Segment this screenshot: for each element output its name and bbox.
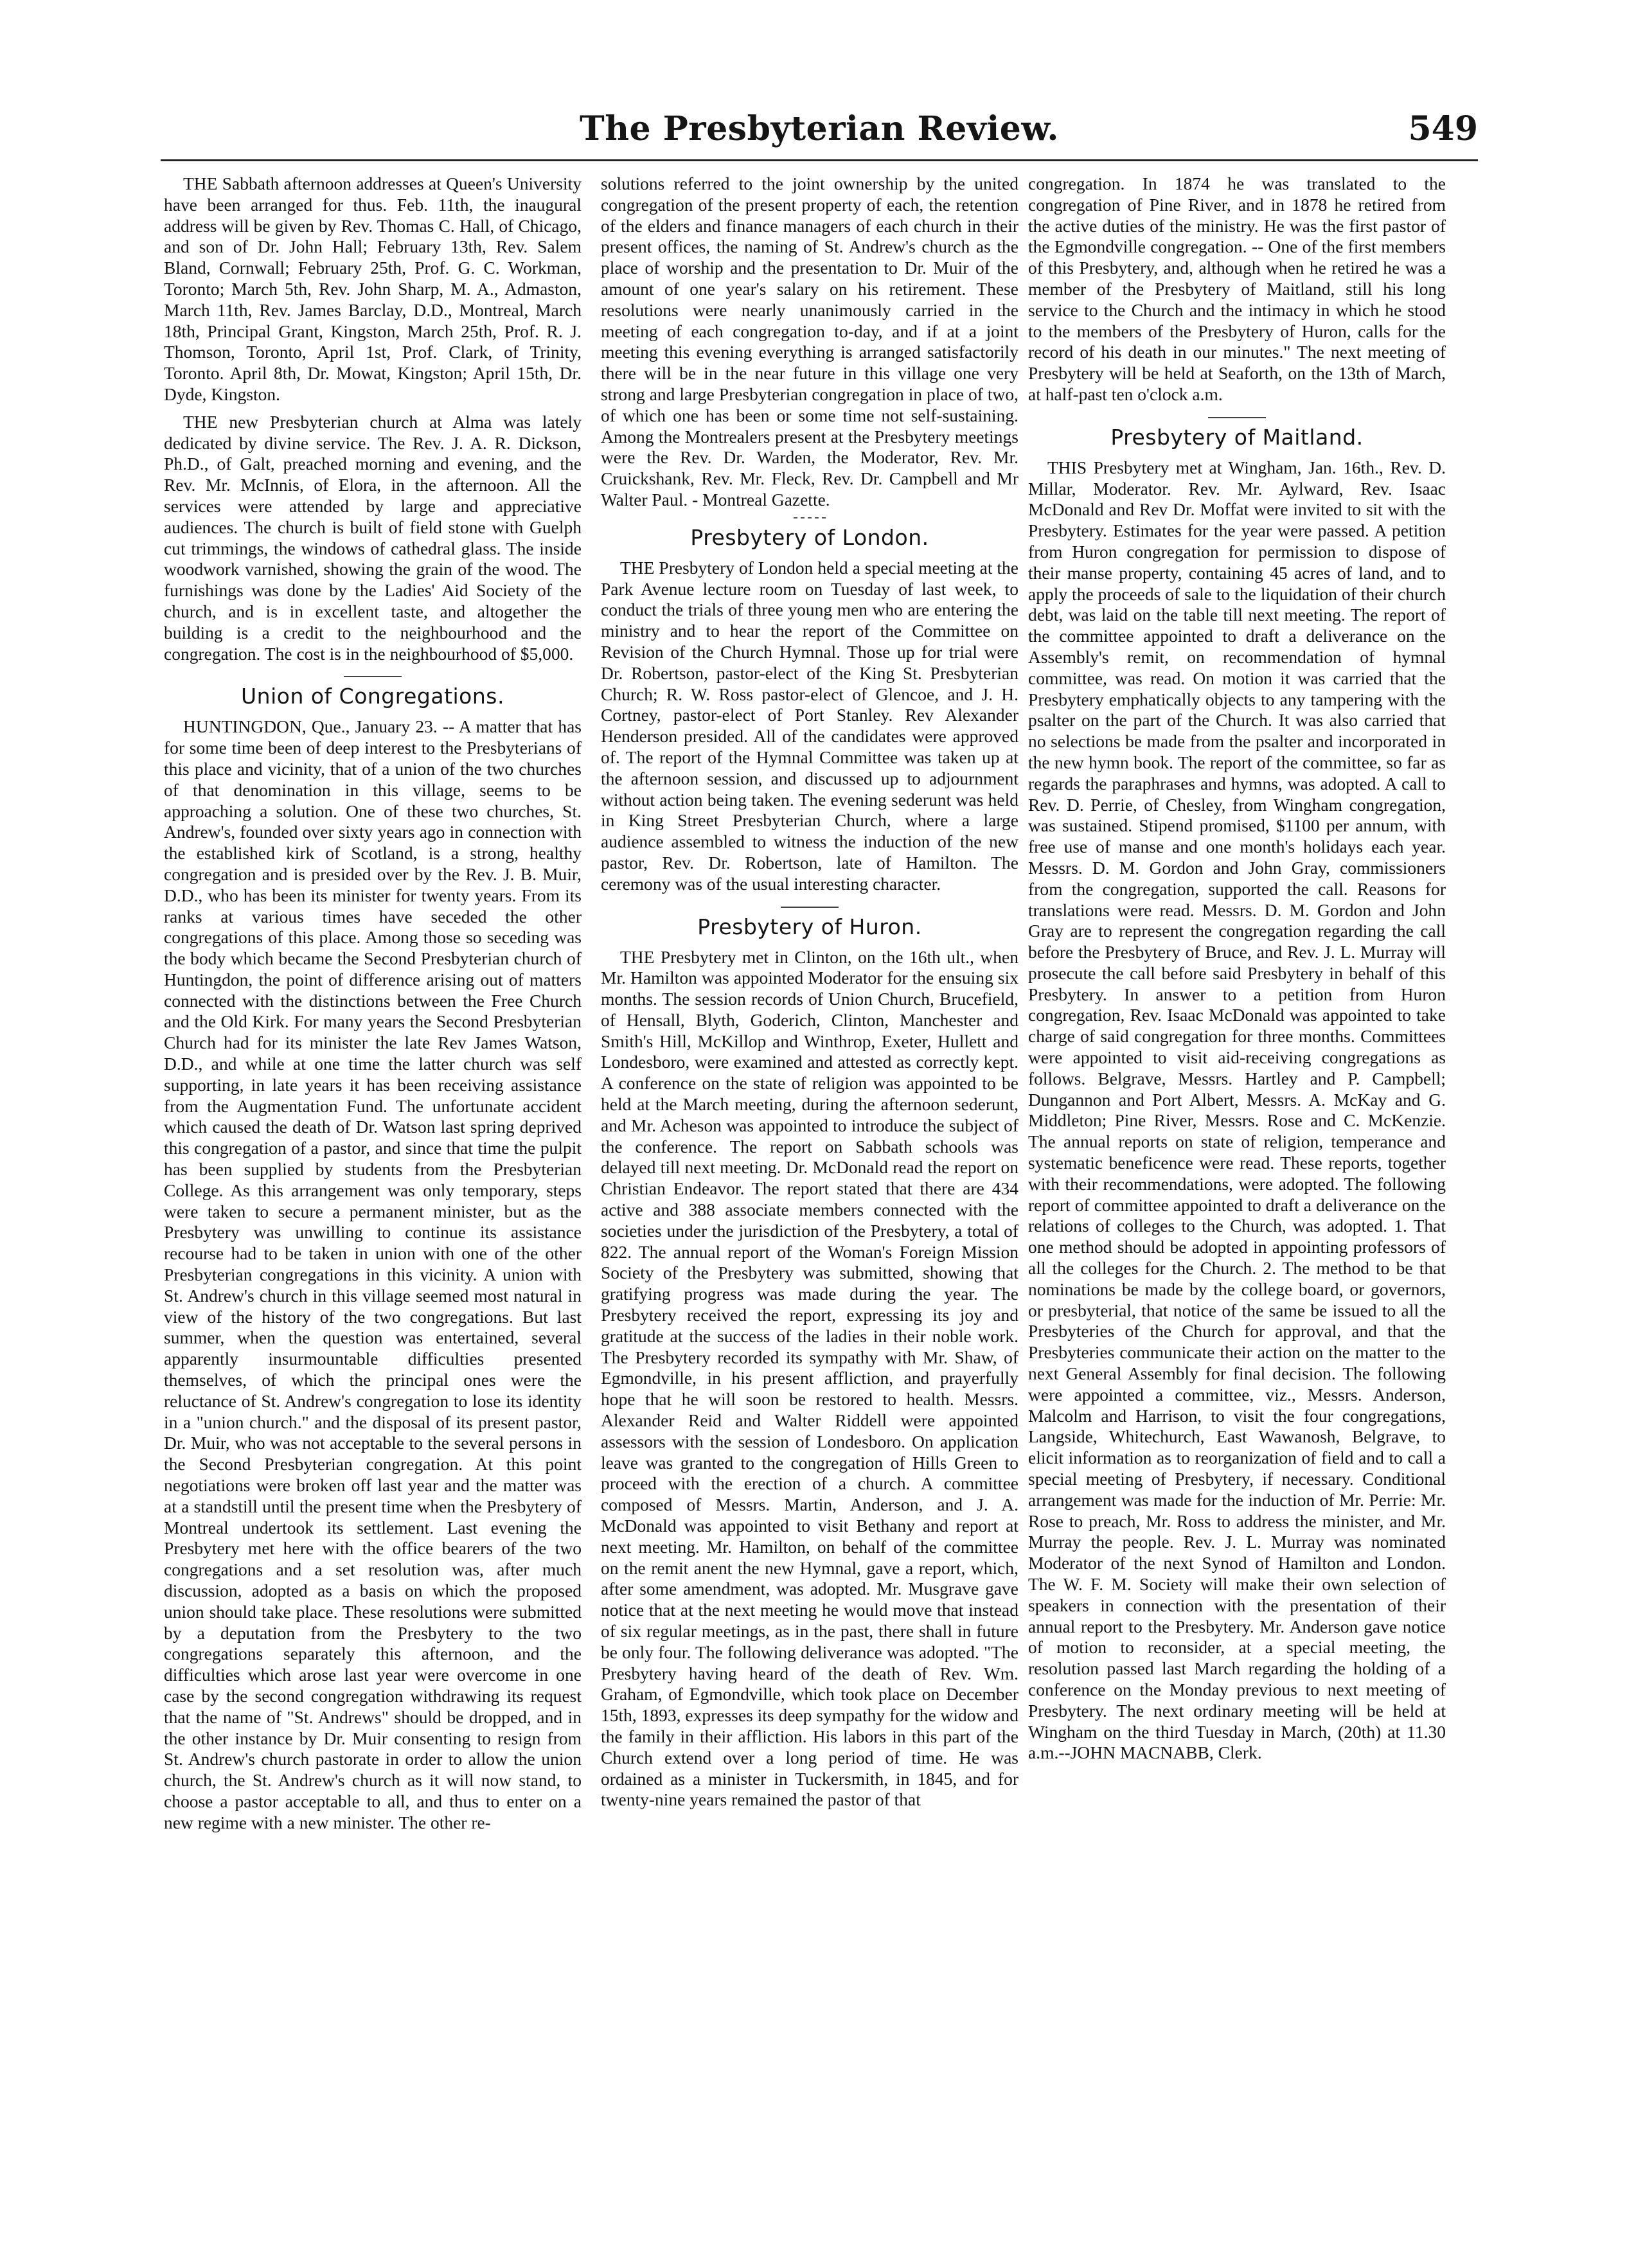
section-divider (344, 676, 402, 677)
column-2 (601, 173, 1018, 1817)
section-heading: Union of Congregations. (241, 684, 504, 709)
article-paragraph: THE Presbytery of London held a special meeting at the Park Avenue lecture room on Tuesday of last week, to conduct the trials of three young men who are entering the ministry and to hear the report of the Committee on Revision of the Church Hymnal. Those up for trial were Dr. Robertson, pastor-elect of the King St. Presbyterian Church; R. W. Ross pastor-elect of Glencoe, and J. H. Cortney, pastor-elect of Port Stanley. Rev Alexander Henderson presided. All of the candidates were approved of. The report of the Hymnal Committee was taken up at the afternoon session, and discussed up to adjournment without action being taken. The evening sederunt was held in King Street Presbyterian Church, where a large audience assembled to witness the induction of the new pastor, Rev. Dr. Robertson, late of Hamilton. The ceremony was of the usual interesting character. (601, 557, 1018, 894)
page-header (161, 109, 1478, 154)
section-heading: Presbytery of Maitland. (1110, 424, 1364, 450)
section-heading: Presbytery of Huron. (697, 914, 922, 939)
header-rule (161, 159, 1478, 161)
article-paragraph: THE Sabbath afternoon addresses at Queen's University have been arranged for thus. Feb. 11th, the inaugural address will be given by Rev. Thomas C. Hall, of Chicago, and son of Dr. John Hall; February 13th, Rev. Salem Bland, Cornwall; February 25th, Prof. G. C. Workman, Toronto; March 5th, Rev. John Sharp, M. A., Admaston, March 11th, Rev. James Barclay, D.D., Montreal, March 18th, Principal Grant, Kingston, March 25th, Prof. R. J. Thomson, Toronto, April 1st, Prof. Clark, of Trinity, Toronto. April 8th, Dr. Mowat, Kingston; April 15th, Dr. Dyde, Kingston. (164, 173, 582, 404)
article-paragraph: THE Presbytery met in Clinton, on the 16th ult., when Mr. Hamilton was appointed Moderator for the ensuing six months. The session records of Union Church, Brucefield, of Hensall, Blyth, Goderich, Clinton, Manchester and Smith's Hill, McKillop and Winthrop, Exeter, Hullett and Londesboro, were examined and attested as correctly kept. A conference on the state of religion was appointed to be held at the March meeting, during the afternoon sederunt, and Mr. Acheson was appointed to introduce the subject of the conference. The report on Sabbath schools was delayed till next meeting. Dr. McDonald read the report on Christian Endeavor. The report stated that there are 434 active and 388 associate members connected with the societies under the jurisdiction of the Presbytery, a total of 822. The annual report of the Woman's Foreign Mission Society of the Presbytery was submitted, showing that gratifying progress was made during the year. The Presbytery received the report, expressing its joy and gratitude at the success of the ladies in their noble work. The Presbytery recorded its sympathy with Mr. Shaw, of Egmondville, in his present affliction, and prayerfully hope that he will soon be restored to health. Messrs. Alexander Reid and Walter Riddell were appointed assessors with the session of Londesboro. On application leave was granted to the congregation of Hills Green to proceed with the erection of a church. A committee composed of Messrs. Martin, Anderson, and J. A. McDonald was appointed to visit Bethany and report at next meeting. Mr. Hamilton, on behalf of the committee on the remit anent the new Hymnal, gave a report, which, after some amendment, was adopted. Mr. Musgrave gave notice that at the next meeting he would move that instead of six regular meetings, as in the past, there shall in future be only four. The following deliverance was adopted. "The Presbytery having heard of the death of Rev. Wm. Graham, of Egmondville, which took place on December 15th, 1893, expresses its deep sympathy for the widow and the family in their affliction. His labors in this part of the Church extend over a long period of time. He was ordained as a minister in Tuckersmith, in 1845, and for twenty-nine years remained the pastor of that (601, 946, 1018, 1810)
article-paragraph: congregation. In 1874 he was translated to the congregation of Pine River, and in 1878 he retired from the active duties of the ministry. He was the first pastor of the Egmondville congregation. -- One of the first members of this Presbytery, and, although when he retired he was a member of the Presbytery of Maitland, still his long service to the Church and the intimacy in which he stood to the members of the Presbytery of Huron, calls for the record of his death in our minutes." The next meeting of Presbytery will be held at Seaforth, on the 13th of March, at half-past ten o'clock a.m. (1028, 173, 1446, 404)
dashed-divider (794, 517, 826, 518)
page-number: 549 (1408, 109, 1478, 148)
section-divider (1208, 417, 1266, 418)
article-paragraph: HUNTINGDON, Que., January 23. -- A matter that has for some time been of deep interest to the Presbyterians of this place and vicinity, that of a union of the two churches of that denomination in this village, seems to be approaching a solution. One of these two churches, St. Andrew's, founded over sixty years ago in connection with the established kirk of Scotland, is a strong, healthy congregation and is presided over by the Rev. J. B. Muir, D.D., who has been its minister for twenty years. From its ranks at various times have seceded the other congregations of this place. Among those so seceding was the body which became the Second Presbyterian church of Huntingdon, the point of difference arising out of matters connected with the distinctions between the Free Church and the Old Kirk. For many years the Second Presbyterian Church had for its minister the late Rev James Watson, D.D., and while at one time the latter church was self supporting, in late years it has been receiving assistance from the Augmentation Fund. The unfortunate accident which caused the death of Dr. Watson last spring deprived this congregation of a pastor, and since that time the pulpit has been supplied by students from the Presbyterian College. As this arrangement was only temporary, steps were taken to secure a permanent minister, but as the Presbytery was unwilling to continue its assistance recourse had to be taken in union with one of the other Presbyterian congregations in this vicinity. A union with St. Andrew's church in this village seemed most natural in view of the history of the two congregations. But last summer, when the question was entertained, several apparently insurmountable difficulties presented themselves, of which the principal ones were the reluctance of St. Andrew's congregation to lose its identity in a "union church." and the disposal of its present pastor, Dr. Muir, who was not acceptable to the several persons in the Second Presbyterian congregation. At this point negotiations were broken off last year and the matter was at a standstill until the present time when the Presbytery of Montreal undertook its settlement. Last evening the Presbytery met here with the office bearers of the two congregations and a set resolution was, after much discussion, adopted as a basis on which the proposed union should take place. These resolutions were submitted by a deputation from the Presbytery to the two congregations separately this afternoon, and the difficulties which arose last year were overcome in one case by the second congregation withdrawing its request that the name of "St. Andrews" should be dropped, and in the other instance by Dr. Muir consenting to resign from St. Andrew's church pastorate in order to allow the union church, the St. Andrew's church as it will now stand, to choose a pastor acceptable to all, and thus to enter on a new regime with a new minister. The other re- (164, 716, 582, 1832)
article-paragraph: solutions referred to the joint ownership by the united congregation of the present property of each, the retention of the elders and finance managers of each church in their present offices, the naming of St. Andrew's church as the place of worship and the presentation to Dr. Muir of the amount of one year's salary on his retirement. These resolutions were nearly unanimously carried in the meeting of each congregation to-day, and if at a joint meeting this evening everything is arranged satisfactorily there will be in the near future in this village one very strong and large Presbyterian congregation in place of two, of which one has been or some time not self-sustaining. Among the Montrealers present at the Presbytery meetings were the Rev. Dr. Warden, the Moderator, Rev. Mr. Cruickshank, Rev. Mr. Fleck, Rev. Dr. Campbell and Mr Walter Paul. - Montreal Gazette. (601, 173, 1018, 509)
section-divider (781, 907, 839, 908)
column-1 (164, 173, 582, 1840)
article-paragraph: THIS Presbytery met at Wingham, Jan. 16th., Rev. D. Millar, Moderator. Rev. Mr. Aylward, Rev. Isaac McDonald and Rev Dr. Moffat were invited to sit with the Presbytery. Estimates for the year were passed. A petition from Huron congregation for permission to dispose of their manse property, containing 45 acres of land, and to apply the proceeds of sale to the liquidation of their church debt, was laid on the table till next meeting. The report of the committee appointed to draft a deliverance on the Assembly's remit, on recommendation of hymnal committee, was read. On motion it was carried that the Presbytery emphatically objects to any tampering with the psalter on the part of the Church. It was also carried that no selections be made from the psalter and incorporated in the new hymn book. The report of the committee, so far as regards the paraphrases and hymns, was adopted. A call to Rev. D. Perrie, of Chesley, from Wingham congregation, was sustained. Stipend promised, $1100 per annum, with free use of manse and one month's holidays each year. Messrs. D. M. Gordon and John Gray, commissioners from the congregation, supported the call. Reasons for translations were read. Messrs. D. M. Gordon and John Gray are to represent the congregation regarding the call before the Presbytery of Bruce, and Rev. J. L. Murray will prosecute the call before said Presbytery in behalf of this Presbytery. In answer to a petition from Huron congregation, Rev. Isaac McDonald was appointed to take charge of said congregation for three months. Committees were appointed to visit aid-receiving congregations as follows. Belgrave, Messrs. Hartley and P. Campbell; Dungannon and Port Albert, Messrs. A. McKay and G. Middleton; Pine River, Messrs. Rose and C. McKenzie. The annual reports on state of religion, temperance and systematic beneficence were read. These reports, together with their recommendations, were adopted. The following report of committee appointed to draft a deliverance on the relations of colleges to the Church, was adopted. 1. That one method should be adopted in appointing professors of all the colleges for the Church. 2. The method to be that nominations be made by the college board, or governors, or presbyterial, that notice of the same be issued to all the Presbyteries of the Church for approval, and that the Presbyteries communicate their action on the matter to the next General Assembly for final decision. The following were appointed a committee, viz., Messrs. Anderson, Malcolm and Harrison, to visit the four congregations, Langside, Whitechurch, East Wawanosh, Belgrave, to elicit information as to reorganization of field and to call a special meeting of Presbytery, if necessary. Conditional arrangement was made for the induction of Mr. Perrie: Mr. Rose to preach, Mr. Ross to address the minister, and Mr. Murray the people. Rev. J. L. Murray was nominated Moderator of the next Synod of Hamilton and London. The W. F. M. Society will make their own selection of speakers in connection with the presentation of their annual report to the Presbytery. Mr. Anderson gave notice of motion to reconsider, at a special meeting, the resolution passed last March regarding the holding of a conference on the Monday previous to next meeting of Presbytery. The next ordinary meeting will be held at Wingham on the third Tuesday in March, (20th) at 11.30 a.m.--JOHN MACNABB, Clerk. (1028, 457, 1446, 1763)
article-paragraph: THE new Presbyterian church at Alma was lately dedicated by divine service. The Rev. J. A. R. Dickson, Ph.D., of Galt, preached morning and evening, and the Rev. Mr. McInnis, of Elora, in the afternoon. All the services were attended by large and appreciative audiences. The church is built of field stone with Guelph cut trimmings, the windows of cathedral glass. The inside woodwork varnished, showing the grain of the wood. The furnishings was done by the Ladies' Aid Society of the church, and is in excellent taste, and altogether the building is a credit to the neighbourhood and the congregation. The cost is in the neighbourhood of $5,000. (164, 411, 582, 664)
section-heading: Presbytery of London. (690, 524, 929, 550)
column-3 (1028, 173, 1446, 1770)
journal-title: The Presbyterian Review. (580, 109, 1059, 148)
